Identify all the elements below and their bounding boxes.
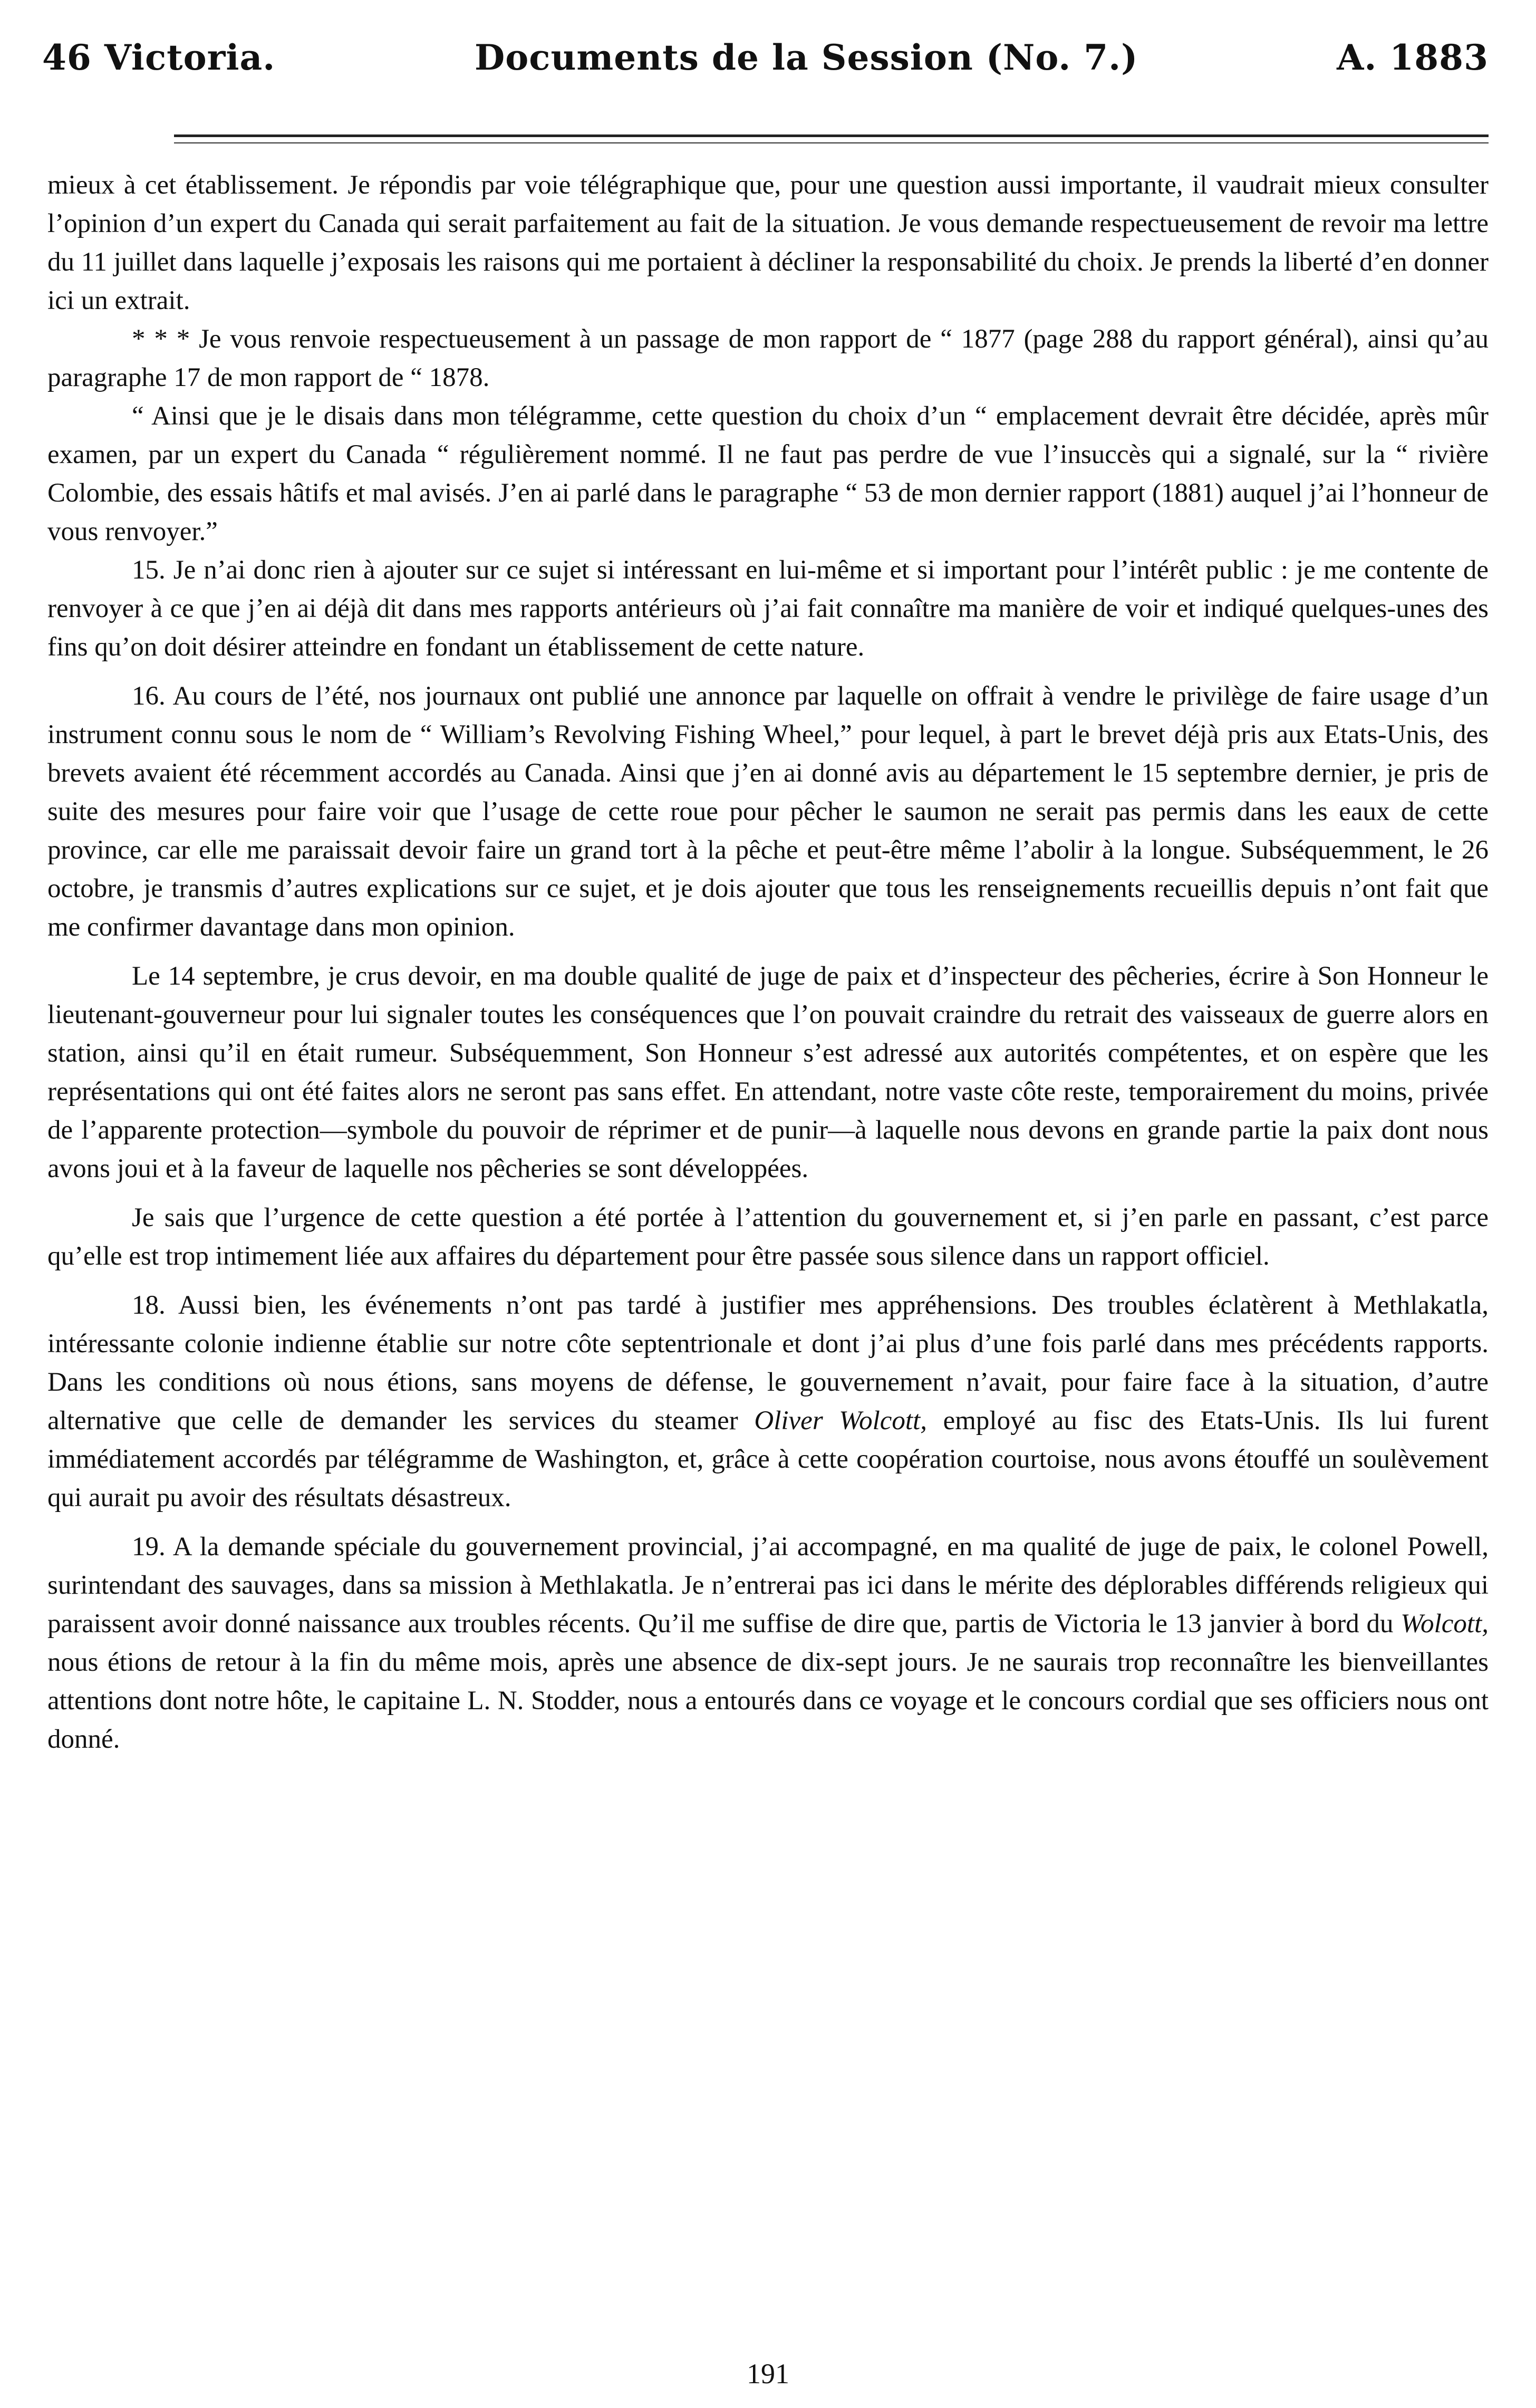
body-text <box>47 166 1489 1759</box>
ship-name: Oliver Wolcott, <box>754 1406 927 1436</box>
header-year: A. 1883 <box>1337 37 1489 78</box>
header-title: Documents de la Session (No. 7.) <box>475 37 1138 78</box>
header-rule-thick <box>174 134 1489 137</box>
paragraph-text: employé au fisc des Etats-Unis. Ils lui furent immédiatement accordés par télégramme de Washington, et, grâce à cette coopération courtoise, nous avons étouffé un soulèvement qui aurait pu avoir des résultats désastreux. <box>47 1406 1489 1513</box>
paragraph-16: 16. Au cours de l’été, nos journaux ont publié une annonce par laquelle on offrait à vendre le privilège de faire usage d’un instrument connu sous le nom de “ William’s Revolving Fishing Wheel,” pour lequel, à part le brevet déjà pris aux Etats-Unis, des brevets avaient été récemment accordés au Canada. Ainsi que j’en ai donné avis au département le 15 septembre dernier, je pris de suite des mesures pour faire voir que l’usage de cette roue pour pêcher le saumon ne serait pas permis dans les eaux de cette province, car elle me paraissait devoir faire un grand tort à la pêche et peut-être même l’abolir à la longue. Subséquemment, le 26 octobre, je transmis d’autres explications sur ce sujet, et je dois ajouter que tous les renseignements recueillis depuis n’ont fait que me confirmer davantage dans mon opinion. <box>47 681 1489 942</box>
paragraph-text: 19. A la demande spéciale du gouvernement provincial, j’ai accompagné, en ma qualité de juge de paix, le colonel Powell, surintendant des sauvages, dans sa mission à Methlakatla. Je n’entrerai pas ici dans le mérite des déplorables différends religieux qui paraissent avoir donné naissance aux troubles récents. Qu’il me suffise de dire que, partis de Victoria le 13 janvier à bord du <box>47 1532 1489 1639</box>
paragraph: Je sais que l’urgence de cette question a été portée à l’attention du gouvernement et, si j’en parle en passant, c’est parce qu’elle est trop intimement liée aux affaires du département pour être passée sous silence dans un rapport officiel. <box>47 1203 1489 1271</box>
paragraph-text: nous étions de retour à la fin du même mois, après une absence de dix-sept jours. Je ne saurais trop reconnaître les bienveillantes attentions dont notre hôte, le capitaine L. N. Stodder, nous a entourés dans ce voyage et le concours cordial que ses officiers nous ont donné. <box>47 1648 1489 1754</box>
paragraph: Le 14 septembre, je crus devoir, en ma double qualité de juge de paix et d’inspecteur des pêcheries, écrire à Son Honneur le lieutenant-gouverneur pour lui signaler toutes les conséquences que l’on pouvait craindre du retrait des vaisseaux de guerre alors en station, ainsi qu’il en était rumeur. Subséquemment, Son Honneur s’est adressé aux autorités compétentes, et on espère que les représentations qui ont été faites alors ne seront pas sans effet. En attendant, notre vaste côte reste, temporairement du moins, privée de l’apparente protection—symbole du pouvoir de réprimer et de punir—à laquelle nous devons en grande partie la paix dont nous avons joui et à la faveur de laquelle nos pêcheries se sont développées. <box>47 961 1489 1183</box>
header-volume: 46 Victoria. <box>42 37 276 78</box>
running-header <box>42 37 1489 95</box>
header-rule-thin <box>174 142 1489 143</box>
ship-name: Wolcott, <box>1400 1609 1489 1639</box>
quoted-paragraph: “ Ainsi que je le disais dans mon télégramme, cette question du choix d’un “ emplacement devrait être décidée, après mûr examen, par un expert du Canada “ régulièrement nommé. Il ne faut pas perdre de vue l’insuccès qui a signalé, sur la “ rivière Colombie, des essais hâtifs et mal avisés. J’en ai parlé dans le paragraphe “ 53 de mon dernier rapport (1881) auquel j’ai l’honneur de vous renvoyer.” <box>47 401 1489 546</box>
paragraph: mieux à cet établissement. Je répondis par voie télégraphique que, pour une question aussi importante, il vaudrait mieux consulter l’opinion d’un expert du Canada qui serait parfaitement au fait de la situation. Je vous demande respectueusement de revoir ma lettre du 11 juillet dans laquelle j’exposais les raisons qui me portaient à décliner la responsabilité du choix. Je prends la liberté d’en donner ici un extrait. <box>47 170 1489 315</box>
paragraph: * * * Je vous renvoie respectueusement à un passage de mon rapport de “ 1877 (page 288 du rapport général), ainsi qu’au paragraphe 17 de mon rapport de “ 1878. <box>47 324 1489 392</box>
page-number: 191 <box>747 2358 789 2390</box>
paragraph-19 <box>47 1528 1489 1759</box>
paragraph-15: 15. Je n’ai donc rien à ajouter sur ce sujet si intéressant en lui-même et si important pour l’intérêt public : je me contente de renvoyer à ce que j’en ai déjà dit dans mes rapports antérieurs où j’ai fait connaître ma manière de voir et indiqué quelques-unes des fins qu’on doit désirer atteindre en fondant un établissement de cette nature. <box>47 555 1489 662</box>
paragraph-18 <box>47 1286 1489 1517</box>
paragraph-text: 18. Aussi bien, les événements n’ont pas tardé à justifier mes appréhensions. Des troubles éclatèrent à Methlakatla, intéressante colonie indienne établie sur notre côte septentrionale et dont j’ai plus d’une fois parlé dans mes précédents rapports. Dans les conditions où nous étions, sans moyens de défense, le gouvernement n’avait, pour faire face à la situation, d’autre alternative que celle de demander les services du steamer <box>47 1290 1489 1436</box>
